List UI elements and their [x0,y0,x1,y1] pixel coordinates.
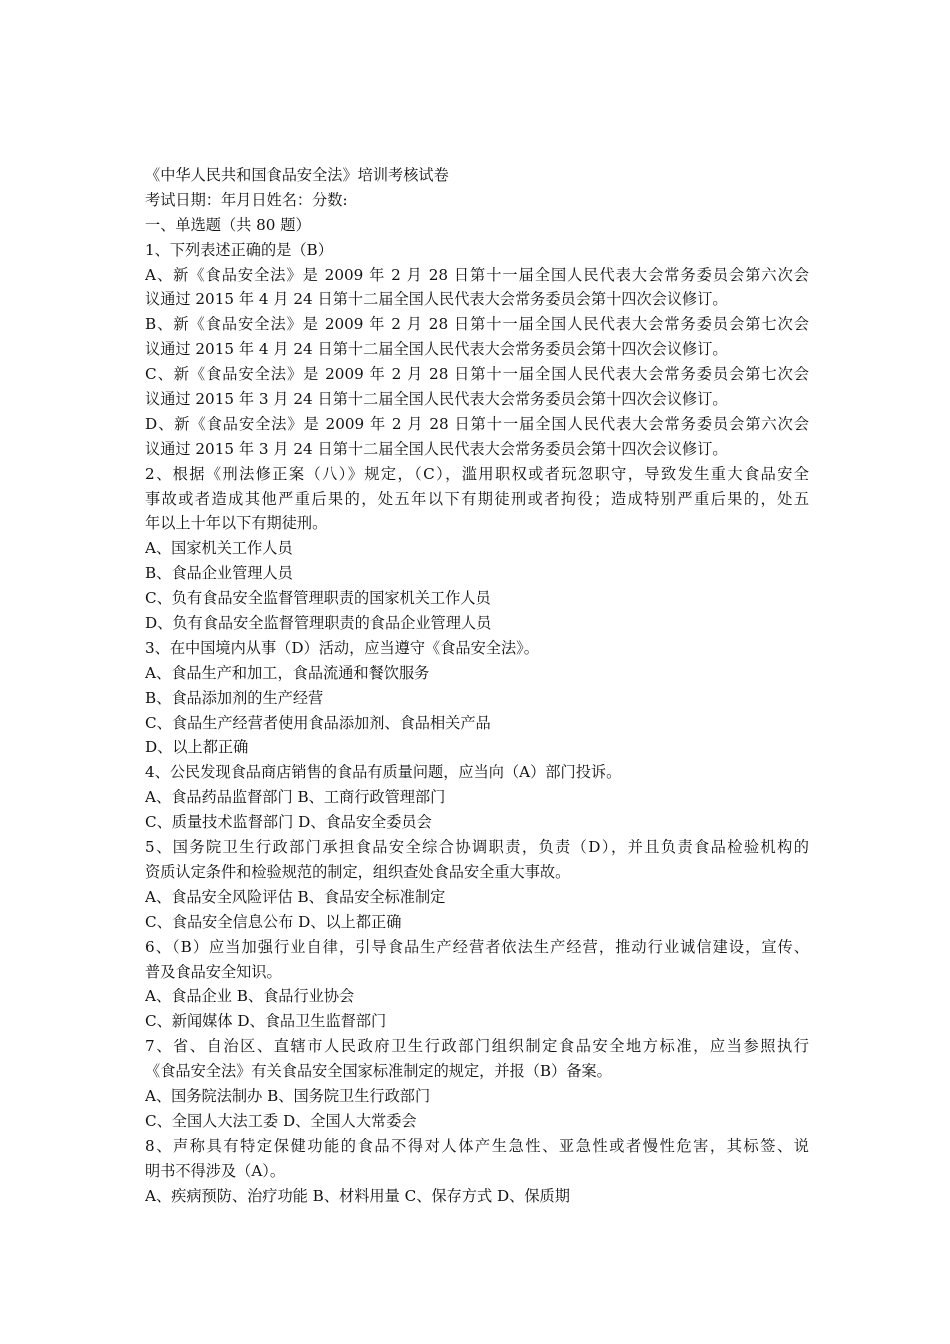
text-line: 年以上十年以下有期徒刑。 [145,514,328,533]
text-line: A、食品安全风险评估 B、食品安全标准制定 [145,887,446,906]
text-line: C、全国人大法工委 D、全国人大常委会 [145,1111,417,1130]
text-line: 《食品安全法》有关食品安全国家标准制定的规定，并报（B）备案。 [145,1062,612,1081]
text-line: C、食品生产经营者使用食品添加剂、食品相关产品 [145,713,491,732]
text-line: 4、公民发现食品商店销售的食品有质量问题，应当向（A）部门投诉。 [145,763,622,782]
text-line: 6、（B）应当加强行业自律，引导食品生产经营者依法生产经营，推动行业诚信建设，宣传、 [145,937,809,956]
text-line: 考试日期：年月日姓名：分数: [145,190,348,209]
text-line: 明书不得涉及（A）。 [145,1161,286,1180]
text-line: 8、声称具有特定保健功能的食品不得对人体产生急性、亚急性或者慢性危害，其标签、说 [145,1136,809,1155]
text-line: 议通过 2015 年 3 月 24 日第十二届全国人民代表大会常务委员会第十四次会议修订。 [145,390,728,409]
text-line: A、新《食品安全法》是 2009 年 2 月 28 日第十一届全国人民代表大会常务委员会第六次会 [145,265,809,284]
text-line: A、食品生产和加工，食品流通和餐饮服务 [145,663,430,682]
text-line: 事故或者造成其他严重后果的，处五年以下有期徒刑或者拘役；造成特别严重后果的，处五 [145,489,809,508]
text-line: C、新《食品安全法》是 2009 年 2 月 28 日第十一届全国人民代表大会常务委员会第七次会 [145,365,809,384]
text-line: A、食品药品监督部门 B、工商行政管理部门 [145,788,446,807]
text-line: 7、省、自治区、直辖市人民政府卫生行政部门组织制定食品安全地方标准，应当参照执行 [145,1037,809,1056]
text-line: 5、国务院卫生行政部门承担食品安全综合协调职责，负责（D），并且负责食品检验机构的 [145,838,809,857]
text-line: D、新《食品安全法》是 2009 年 2 月 28 日第十一届全国人民代表大会常务委员会第六次会 [145,414,809,433]
text-line: A、国家机关工作人员 [145,539,293,558]
text-line: D、负有食品安全监督管理职责的食品企业管理人员 [145,614,492,633]
text-line: B、新《食品安全法》是 2009 年 2 月 28 日第十一届全国人民代表大会常务委员会第七次会 [145,315,809,334]
text-line: D、以上都正确 [145,738,249,757]
text-line: C、质量技术监督部门 D、食品安全委员会 [145,813,432,832]
document-body [145,163,809,1208]
text-line: 3、在中国境内从事（D）活动，应当遵守《食品安全法》。 [145,638,539,657]
document-title: 《中华人民共和国食品安全法》培训考核试卷 [145,166,449,184]
text-line: 2、根据《刑法修正案（八）》规定，（C），滥用职权或者玩忽职守，导致发生重大食品安全 [145,464,809,483]
text-line: A、食品企业 B、食品行业协会 [145,987,355,1006]
text-line: C、新闻媒体 D、食品卫生监督部门 [145,1012,387,1031]
text-line: 资质认定条件和检验规范的制定，组织查处食品安全重大事故。 [145,862,571,881]
text-line: C、负有食品安全监督管理职责的国家机关工作人员 [145,589,491,608]
text-line: 议通过 2015 年 4 月 24 日第十二届全国人民代表大会常务委员会第十四次会议修订。 [145,290,728,309]
text-line: A、疾病预防、治疗功能 B、材料用量 C、保存方式 D、保质期 [145,1186,570,1205]
text-line: 1、下列表述正确的是（B） [145,240,333,259]
text-line: B、食品添加剂的生产经营 [145,688,324,707]
text-line: C、食品安全信息公布 D、以上都正确 [145,912,402,931]
text-line: 议通过 2015 年 4 月 24 日第十二届全国人民代表大会常务委员会第十四次会议修订。 [145,340,728,359]
text-line: 普及食品安全知识。 [145,962,282,981]
text-line: 一、单选题（共 80 题） [145,215,311,234]
text-line: A、国务院法制办 B、国务院卫生行政部门 [145,1086,431,1105]
text-line: B、食品企业管理人员 [145,564,293,583]
text-line: 议通过 2015 年 3 月 24 日第十二届全国人民代表大会常务委员会第十四次会议修订。 [145,439,728,458]
